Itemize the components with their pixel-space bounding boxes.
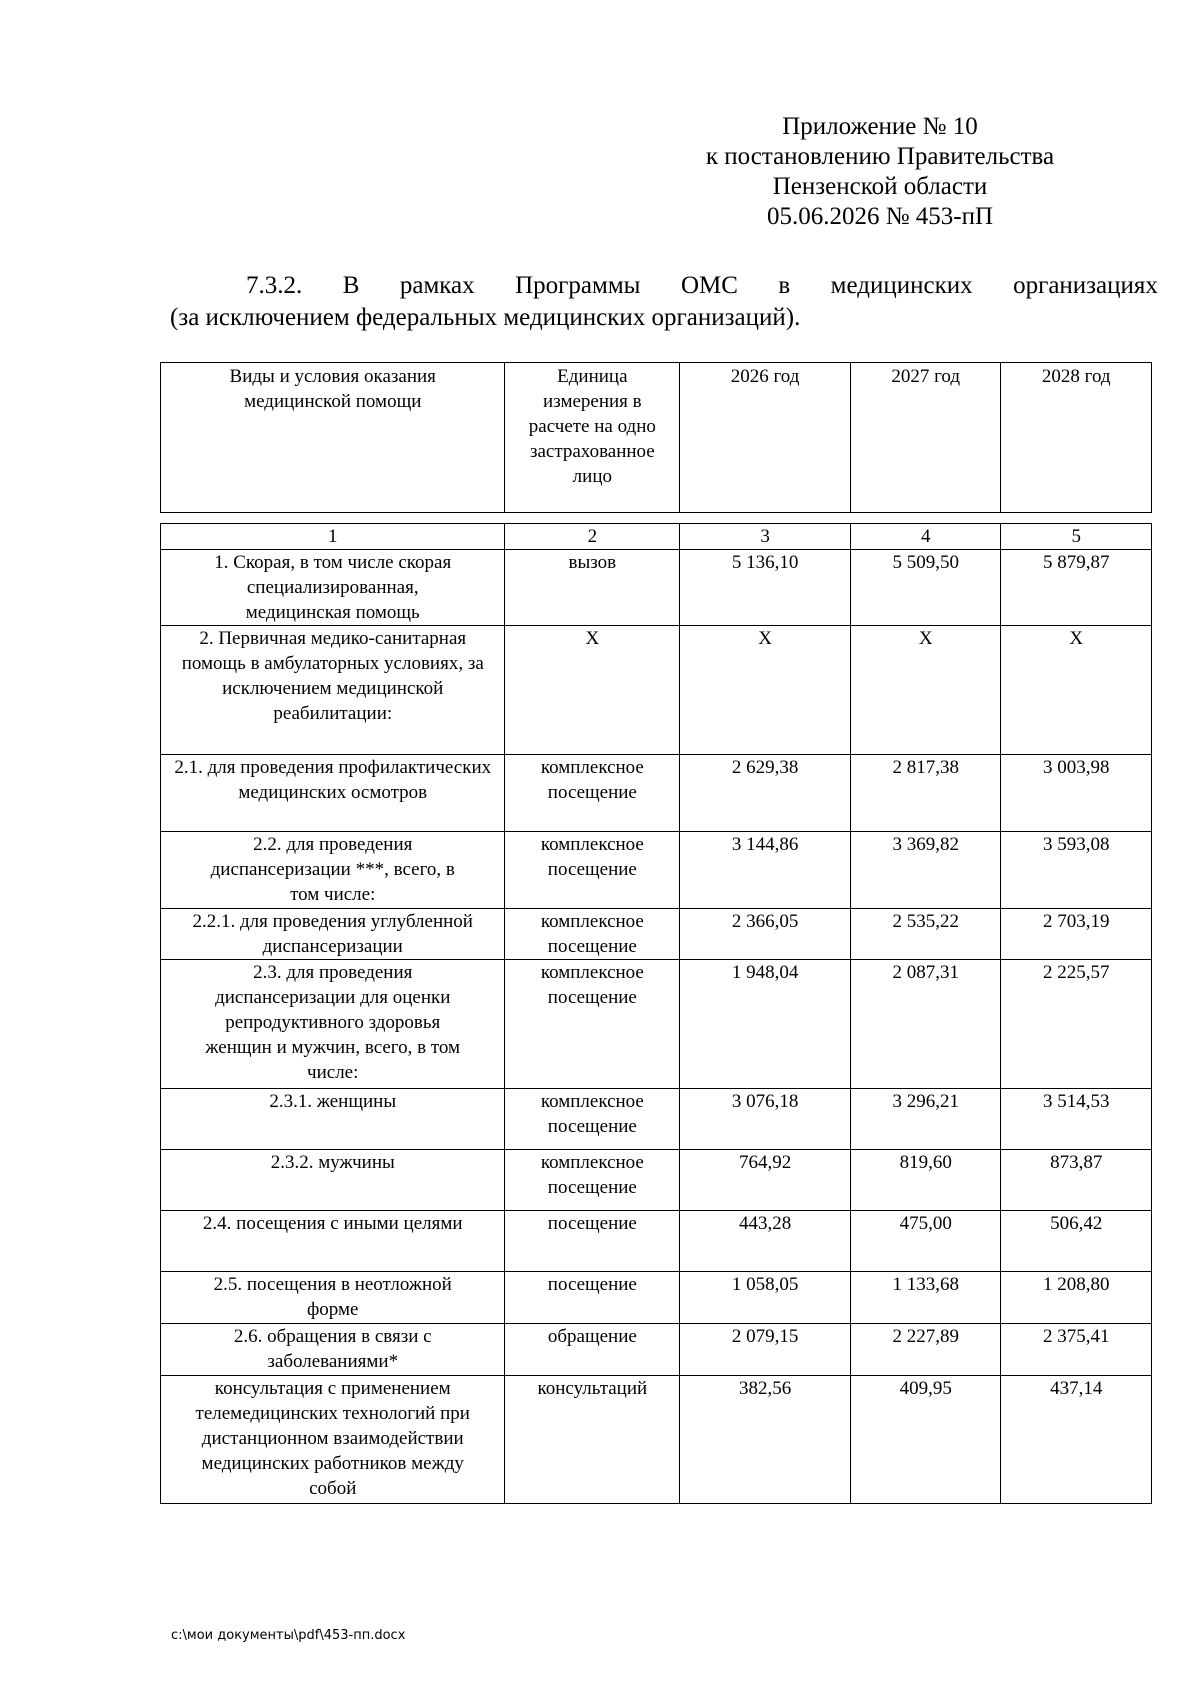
row-name xyxy=(161,1272,505,1324)
row-name xyxy=(161,550,505,626)
header-row xyxy=(161,363,1152,513)
value-2027: 475,00 xyxy=(850,1211,1001,1272)
row-unit xyxy=(505,755,680,832)
intro-word: 7.3.2. xyxy=(246,272,303,299)
header-text: Единица измерения в расчете на одно застрахованное лицо xyxy=(528,366,656,487)
value-2028: 437,14 xyxy=(1001,1376,1152,1504)
row-unit: посещение xyxy=(505,1211,680,1272)
header-cell xyxy=(1001,363,1152,513)
value-2028: 3 514,53 xyxy=(1001,1089,1152,1150)
row-unit xyxy=(505,1150,680,1211)
table-row xyxy=(161,832,1152,909)
value-2026: 3 076,18 xyxy=(680,1089,851,1150)
value-2028: 873,87 xyxy=(1001,1150,1152,1211)
column-number: 4 xyxy=(850,524,1001,550)
column-number: 5 xyxy=(1001,524,1152,550)
row-unit-text: комплексное посещение xyxy=(540,1152,644,1198)
intro-word: рамках xyxy=(399,272,475,299)
value-2027: 2 087,31 xyxy=(850,960,1001,1089)
row-unit-text: комплексное посещение xyxy=(540,962,644,1008)
row-unit xyxy=(505,832,680,909)
header-text: 2028 год xyxy=(1041,366,1111,387)
value-2026: 3 144,86 xyxy=(680,832,851,909)
section-intro xyxy=(170,270,1158,334)
row-name-text: 2.1. для проведения профилактических медицинских осмотров xyxy=(174,757,492,803)
header-text: 2027 год xyxy=(891,366,961,387)
row-name-text: 2. Первичная медико-санитарная помощь в амбулаторных условиях, за исключением медицинской реабилитации: xyxy=(181,628,484,724)
value-2027: 409,95 xyxy=(850,1376,1001,1504)
table-row xyxy=(161,755,1152,832)
intro-word: Программы xyxy=(515,272,641,299)
value-2028: Х xyxy=(1001,626,1152,755)
value-2027: 819,60 xyxy=(850,1150,1001,1211)
table-row xyxy=(161,1211,1152,1272)
value-2028: 2 225,57 xyxy=(1001,960,1152,1089)
row-unit: посещение xyxy=(505,1272,680,1324)
value-2028: 1 208,80 xyxy=(1001,1272,1152,1324)
row-name xyxy=(161,909,505,960)
intro-word: организациях xyxy=(1013,272,1158,299)
value-2027: 3 369,82 xyxy=(850,832,1001,909)
value-2026: Х xyxy=(680,626,851,755)
row-name-text: консультация с применением телемедицинских технологий при дистанционном взаимодействии медицинских работников между собой xyxy=(195,1378,470,1499)
row-unit-text: комплексное посещение xyxy=(540,834,644,880)
header-text: Виды и условия оказания медицинской помощи xyxy=(229,366,436,412)
header-cell xyxy=(850,363,1001,513)
value-2028: 2 375,41 xyxy=(1001,1324,1152,1376)
value-2027: 3 296,21 xyxy=(850,1089,1001,1150)
row-name xyxy=(161,1376,505,1504)
header-cell xyxy=(680,363,851,513)
value-2026: 443,28 xyxy=(680,1211,851,1272)
table-header xyxy=(160,362,1152,513)
value-2027: Х xyxy=(850,626,1001,755)
row-name xyxy=(161,755,505,832)
row-unit xyxy=(505,960,680,1089)
value-2026: 2 629,38 xyxy=(680,755,851,832)
row-unit-text: комплексное посещение xyxy=(540,1091,644,1137)
value-2027: 2 535,22 xyxy=(850,909,1001,960)
row-unit xyxy=(505,1089,680,1150)
intro-line-1 xyxy=(170,270,1158,302)
appendix-reference: к постановлению Правительства xyxy=(705,143,1055,170)
row-name: 2.3.1. женщины xyxy=(161,1089,505,1150)
value-2026: 382,56 xyxy=(680,1376,851,1504)
row-name-text: 2.6. обращения в связи с заболеваниями* xyxy=(233,1326,432,1372)
file-path-footer: c:\мои документы\pdf\453-пп.docx xyxy=(171,1628,406,1643)
value-2026: 764,92 xyxy=(680,1150,851,1211)
table-row xyxy=(161,550,1152,626)
column-number: 2 xyxy=(505,524,680,550)
row-name-text: 2.2.1. для проведения углубленной диспансеризации xyxy=(192,911,473,957)
header-text: 2026 год xyxy=(730,366,800,387)
value-2028: 506,42 xyxy=(1001,1211,1152,1272)
value-2028: 2 703,19 xyxy=(1001,909,1152,960)
value-2026: 2 366,05 xyxy=(680,909,851,960)
row-unit: Х xyxy=(505,626,680,755)
table-row xyxy=(161,1376,1152,1504)
row-unit-text: комплексное посещение xyxy=(540,757,644,803)
value-2028: 3 003,98 xyxy=(1001,755,1152,832)
data-table xyxy=(160,523,1152,1504)
row-name xyxy=(161,626,505,755)
row-unit-text: комплексное посещение xyxy=(540,911,644,957)
value-2027: 5 509,50 xyxy=(850,550,1001,626)
table-row xyxy=(161,1089,1152,1150)
appendix-region: Пензенской области xyxy=(772,173,988,200)
column-number: 1 xyxy=(161,524,505,550)
appendix-date-number: 05.06.2026 № 453-пП xyxy=(766,203,994,230)
value-2027: 2 817,38 xyxy=(850,755,1001,832)
value-2027: 1 133,68 xyxy=(850,1272,1001,1324)
value-2026: 1 948,04 xyxy=(680,960,851,1089)
row-name-text: 2.3. для проведения диспансеризации для оценки репродуктивного здоровья женщин и мужчин, всего, в том числе: xyxy=(205,962,461,1083)
value-2026: 2 079,15 xyxy=(680,1324,851,1376)
intro-word: медицинских xyxy=(830,272,973,299)
row-name xyxy=(161,1324,505,1376)
table-row xyxy=(161,960,1152,1089)
value-2028: 5 879,87 xyxy=(1001,550,1152,626)
row-unit: обращение xyxy=(505,1324,680,1376)
row-name-text: 2.5. посещения в неотложной форме xyxy=(213,1274,452,1320)
value-2026: 5 136,10 xyxy=(680,550,851,626)
column-numbers-row xyxy=(161,524,1152,550)
intro-word: в xyxy=(778,272,791,299)
header-cell xyxy=(505,363,680,513)
row-name xyxy=(161,960,505,1089)
table-row xyxy=(161,1324,1152,1376)
value-2026: 1 058,05 xyxy=(680,1272,851,1324)
row-name: 2.4. посещения с иными целями xyxy=(161,1211,505,1272)
intro-word: ОМС xyxy=(680,272,738,299)
row-name-text: 1. Скорая, в том числе скорая специализированная, медицинская помощь xyxy=(214,552,452,623)
value-2027: 2 227,89 xyxy=(850,1324,1001,1376)
intro-line-2: (за исключением федеральных медицинских организаций). xyxy=(170,304,801,331)
intro-word: В xyxy=(342,272,360,299)
table-row xyxy=(161,1150,1152,1211)
row-unit: вызов xyxy=(505,550,680,626)
header-cell xyxy=(161,363,505,513)
table-row xyxy=(161,909,1152,960)
row-name: 2.3.2. мужчины xyxy=(161,1150,505,1211)
row-name xyxy=(161,832,505,909)
value-2028: 3 593,08 xyxy=(1001,832,1152,909)
row-unit: консультаций xyxy=(505,1376,680,1504)
appendix-number: Приложение № 10 xyxy=(782,113,978,140)
table-row xyxy=(161,1272,1152,1324)
row-name-text: 2.2. для проведения диспансеризации ***, всего, в том числе: xyxy=(210,834,455,905)
row-unit xyxy=(505,909,680,960)
table-row xyxy=(161,626,1152,755)
column-number: 3 xyxy=(680,524,851,550)
